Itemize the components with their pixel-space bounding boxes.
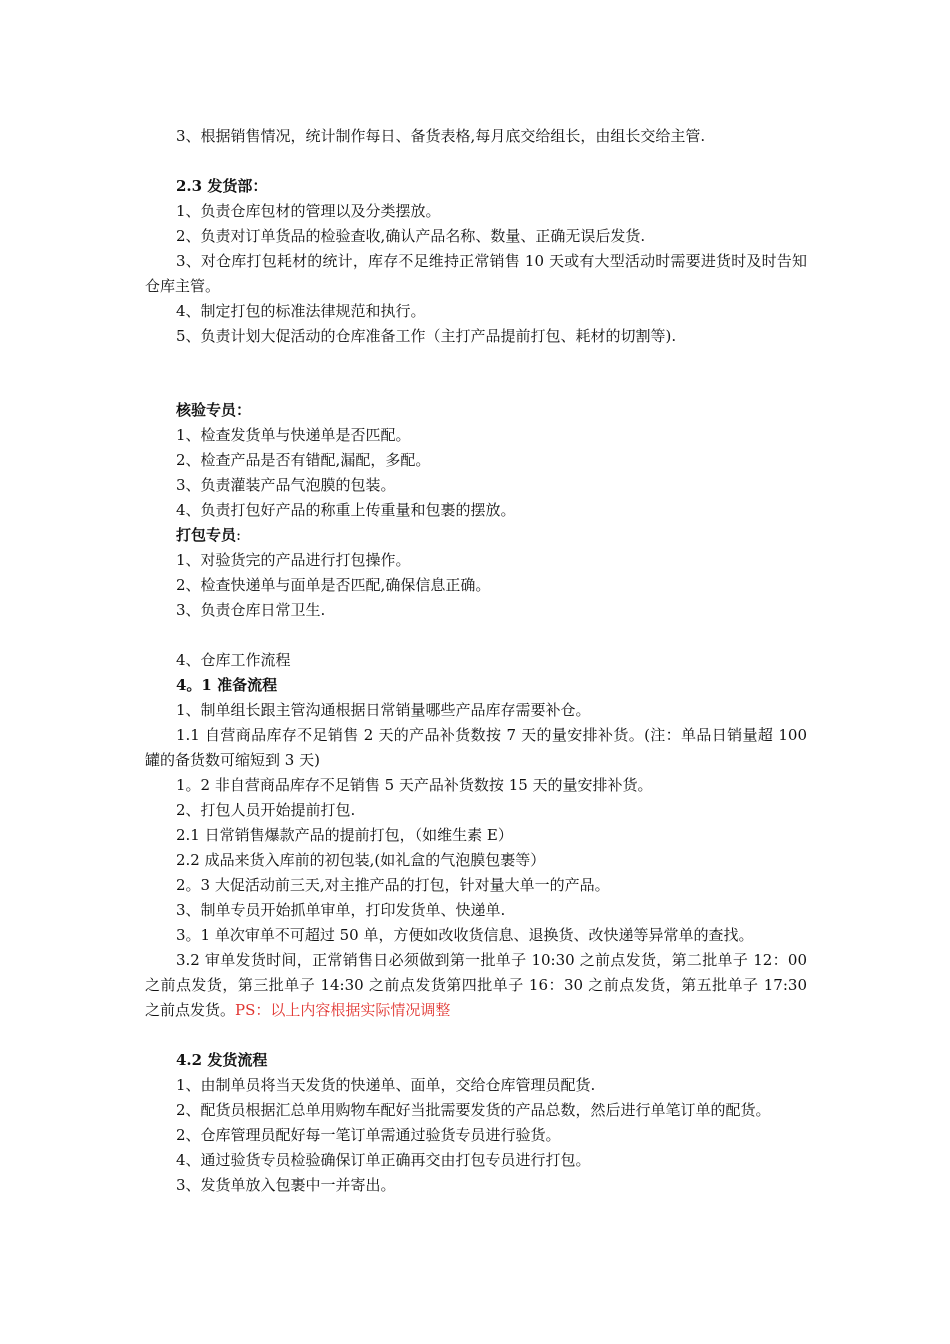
list-item: 3、制单专员开始抓单审单，打印发货单、快递单. [176,901,506,919]
list-item: 3。1 单次审单不可超过 50 单，方便如改收货信息、退换货、改快递等异常单的查找。 [176,926,754,944]
list-item: 1。2 非自营商品库存不足销售 5 天产品补货数按 15 天的量安排补货。 [176,776,653,794]
section-title-inspector: 核验专员： [176,401,252,419]
schedule-text: 3.2 审单发货时间，正常销售日必须做到第一批单子 10:30 之前点发货，第二批单子 12：00 之前点发货，第三批单子 14:30 之前点发货第四批单子 16：30 之前点发货，第五批单子 17:30 之前点发货。 [145,951,807,1019]
section-title-shipping-dept: 2.3 发货部： [176,177,268,195]
list-item: 2、配货员根据汇总单用购物车配好当批需要发货的产品总数，然后进行单笔订单的配货。 [176,1101,771,1119]
list-item: 2、仓库管理员配好每一笔订单需通过验货专员进行验货。 [176,1126,561,1144]
list-item: 2、打包人员开始提前打包. [176,801,356,819]
list-item: 2。3 大促活动前三天,对主推产品的打包，针对量大单一的产品。 [176,876,610,894]
list-item: 4、制定打包的标准法律规范和执行。 [176,302,426,320]
list-item: 5、负责计划大促活动的仓库准备工作（主打产品提前打包、耗材的切割等). [176,327,677,345]
list-item: 1、对验货完的产品进行打包操作。 [176,551,411,569]
spacer [145,1023,807,1048]
document-page [145,124,807,1198]
list-item: 3、发货单放入包裹中一并寄出。 [176,1176,396,1194]
list-item-shipping-schedule [145,948,807,1023]
section-title-shipping-flow: 4.2 发货流程 [176,1051,268,1069]
list-item: 3、负责灌装产品气泡膜的包装。 [176,476,396,494]
list-item: 2、检查快递单与面单是否匹配,确保信息正确。 [176,576,491,594]
list-item: 4、通过验货专员检验确保订单正确再交由打包专员进行打包。 [176,1151,591,1169]
spacer [145,149,807,174]
packer-title-text: 打包专员 [176,526,237,544]
spacer [145,349,807,398]
ps-note: PS：以上内容根据实际情况调整 [235,1001,451,1019]
list-item: 1、制单组长跟主管沟通根据日常销量哪些产品库存需要补仓。 [176,701,591,719]
list-item: 2.2 成品来货入库前的初包装,(如礼盒的气泡膜包裹等） [176,851,546,869]
spacer [145,623,807,648]
list-item: 3、对仓库打包耗材的统计，库存不足维持正常销售 10 天或有大型活动时需要进货时及时告知仓库主管。 [145,252,807,295]
list-item: 2.1 日常销售爆款产品的提前打包，（如维生素 E） [176,826,513,844]
section-title-prep-flow: 4。1 准备流程 [176,676,278,694]
list-item: 1、检查发货单与快递单是否匹配。 [176,426,411,444]
packer-title-colon: : [236,526,242,544]
section-title-packer [145,523,807,548]
list-item: 1、负责仓库包材的管理以及分类摆放。 [176,202,441,220]
list-item: 1、由制单员将当天发货的快递单、面单，交给仓库管理员配货. [176,1076,596,1094]
paragraph-stats-duty: 3、根据销售情况，统计制作每日、备货表格,每月底交给组长，由组长交给主管. [176,127,706,145]
list-item: 2、检查产品是否有错配,漏配，多配。 [176,451,431,469]
section-title-workflow: 4、仓库工作流程 [176,651,291,669]
list-item: 3、负责仓库日常卫生. [176,601,326,619]
list-item: 2、负责对订单货品的检验查收,确认产品名称、数量、正确无误后发货. [176,227,646,245]
list-item: 1.1 自营商品库存不足销售 2 天的产品补货数按 7 天的量安排补货。(注：单品日销量超 100 罐的备货数可缩短到 3 天) [145,726,807,769]
list-item: 4、负责打包好产品的称重上传重量和包裹的摆放。 [176,501,516,519]
